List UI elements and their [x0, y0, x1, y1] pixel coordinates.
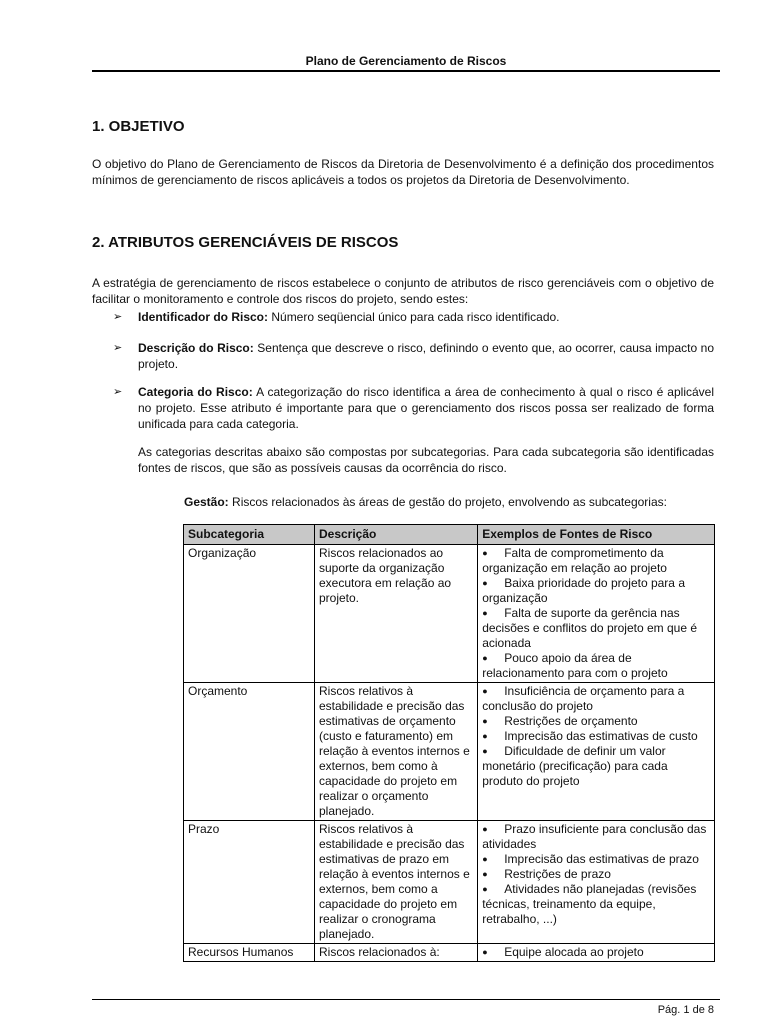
bullet-dot-icon: ● [482, 608, 488, 618]
bullet-text: Número seqüencial único para cada risco identificado. [268, 310, 560, 324]
page-header-title: Plano de Gerenciamento de Riscos [305, 54, 507, 68]
bullet-dot-icon: ● [482, 686, 488, 696]
arrow-bullet-icon: ➢ [113, 342, 123, 354]
attribute-bullet-identificador [113, 309, 714, 325]
list-item: ● Restrições de prazo [482, 867, 611, 881]
bullet-dot-icon: ● [482, 653, 488, 663]
bullet-label: Identificador do Risco: [138, 310, 269, 324]
bullet-dot-icon: ● [482, 824, 488, 834]
arrow-bullet-icon: ➢ [113, 311, 123, 323]
table-row [184, 944, 715, 962]
list-item: ● Equipe alocada ao projeto [482, 945, 644, 959]
attribute-bullet-categoria [113, 384, 714, 432]
section-2-intro: A estratégia de gerenciamento de riscos estabelece o conjunto de atributos de risco gerenciáveis com o objetivo de facilitar o monitoramento e controle dos riscos do projeto, sendo estes: [92, 276, 714, 306]
bullet-dot-icon: ● [482, 884, 488, 894]
list-item: ● Falta de suporte da gerência nas decisões e conflitos do projeto em que é acionada [482, 606, 698, 650]
list-item: ● Dificuldade de definir um valor monetário (precificação) para cada produto do projeto [482, 744, 668, 788]
page-number: Pág. 1 de 8 [657, 1004, 714, 1016]
bullet-label: Descrição do Risco: [138, 341, 254, 355]
cell-subcategoria: Recursos Humanos [184, 944, 315, 962]
footer-rule [92, 999, 720, 1000]
gestao-label: Gestão: [184, 495, 229, 509]
bullet-dot-icon: ● [482, 869, 488, 879]
cell-descricao: Riscos relativos à estabilidade e precisão das estimativas de prazo em relação à eventos internos e externos, bem como a capacidade do projeto em realizar o cronograma planejado. [314, 821, 477, 944]
column-header-exemplos: Exemplos de Fontes de Risco [478, 525, 715, 545]
bullet-dot-icon: ● [482, 947, 488, 957]
list-item: ● Imprecisão das estimativas de custo [482, 729, 698, 743]
cell-exemplos [478, 944, 715, 962]
cell-descricao: Riscos relacionados à: [314, 944, 477, 962]
attribute-bullet-descricao [113, 340, 714, 372]
table-row [184, 821, 715, 944]
list-item: ● Imprecisão das estimativas de prazo [482, 852, 699, 866]
table-header-row [184, 525, 715, 545]
bullet-dot-icon: ● [482, 578, 488, 588]
bullet-dot-icon: ● [482, 854, 488, 864]
cell-subcategoria: Orçamento [184, 683, 315, 821]
risk-sources-table [183, 524, 715, 962]
cell-subcategoria: Prazo [184, 821, 315, 944]
cell-descricao: Riscos relativos à estabilidade e precisão das estimativas de orçamento (custo e faturamento) em relação à eventos internos e externos, bem como à capacidade do projeto em realizar o orçamento planejado. [314, 683, 477, 821]
cell-exemplos [478, 683, 715, 821]
gestao-intro [184, 494, 714, 510]
header-rule [92, 70, 720, 72]
list-item: ● Pouco apoio da área de relacionamento para com o projeto [482, 651, 668, 680]
cell-descricao: Riscos relacionados ao suporte da organização executora em relação ao projeto. [314, 545, 477, 683]
cell-subcategoria: Organização [184, 545, 315, 683]
bullet-dot-icon: ● [482, 731, 488, 741]
column-header-subcategoria: Subcategoria [184, 525, 315, 545]
table-row [184, 545, 715, 683]
list-item: ● Insuficiência de orçamento para a conclusão do projeto [482, 684, 685, 713]
cell-exemplos [478, 545, 715, 683]
gestao-text: Riscos relacionados às áreas de gestão do projeto, envolvendo as subcategorias: [228, 495, 667, 509]
bullet-label: Categoria do Risco: [138, 385, 253, 399]
bullet-text: A categorização do risco identifica a área de conhecimento à qual o risco é aplicável no projeto. Esse atributo é importante para que o gerenciamento dos riscos possa ser realizado de forma unificada para cada categoria. [138, 385, 714, 431]
bullet-text: Sentença que descreve o risco, definindo o evento que, ao ocorrer, causa impacto no projeto. [138, 341, 714, 371]
section-1-paragraph: O objetivo do Plano de Gerenciamento de Riscos da Diretoria de Desenvolvimento é a definição dos procedimentos mínimos de gerenciamento de riscos aplicáveis a todos os projetos da Diretoria de Desenvolvimento. [92, 157, 714, 187]
bullet-dot-icon: ● [482, 548, 488, 558]
list-item: ● Falta de comprometimento da organização em relação ao projeto [482, 546, 667, 575]
arrow-bullet-icon: ➢ [113, 386, 123, 398]
column-header-descricao: Descrição [314, 525, 477, 545]
table-row [184, 683, 715, 821]
list-item: ● Restrições de orçamento [482, 714, 638, 728]
list-item: ● Prazo insuficiente para conclusão das atividades [482, 822, 707, 851]
list-item: ● Baixa prioridade do projeto para a organização [482, 576, 685, 605]
section-2-heading: 2. ATRIBUTOS GERENCIÁVEIS DE RISCOS [92, 234, 399, 251]
bullet-dot-icon: ● [482, 746, 488, 756]
cell-exemplos [478, 821, 715, 944]
section-1-heading: 1. OBJETIVO [92, 118, 185, 135]
categories-note: As categorias descritas abaixo são compostas por subcategorias. Para cada subcategoria são identificadas fontes de riscos, que são as possíveis causas da ocorrência do risco. [138, 445, 714, 475]
list-item: ● Atividades não planejadas (revisões técnicas, treinamento da equipe, retrabalho, ...) [482, 882, 697, 926]
bullet-dot-icon: ● [482, 716, 488, 726]
